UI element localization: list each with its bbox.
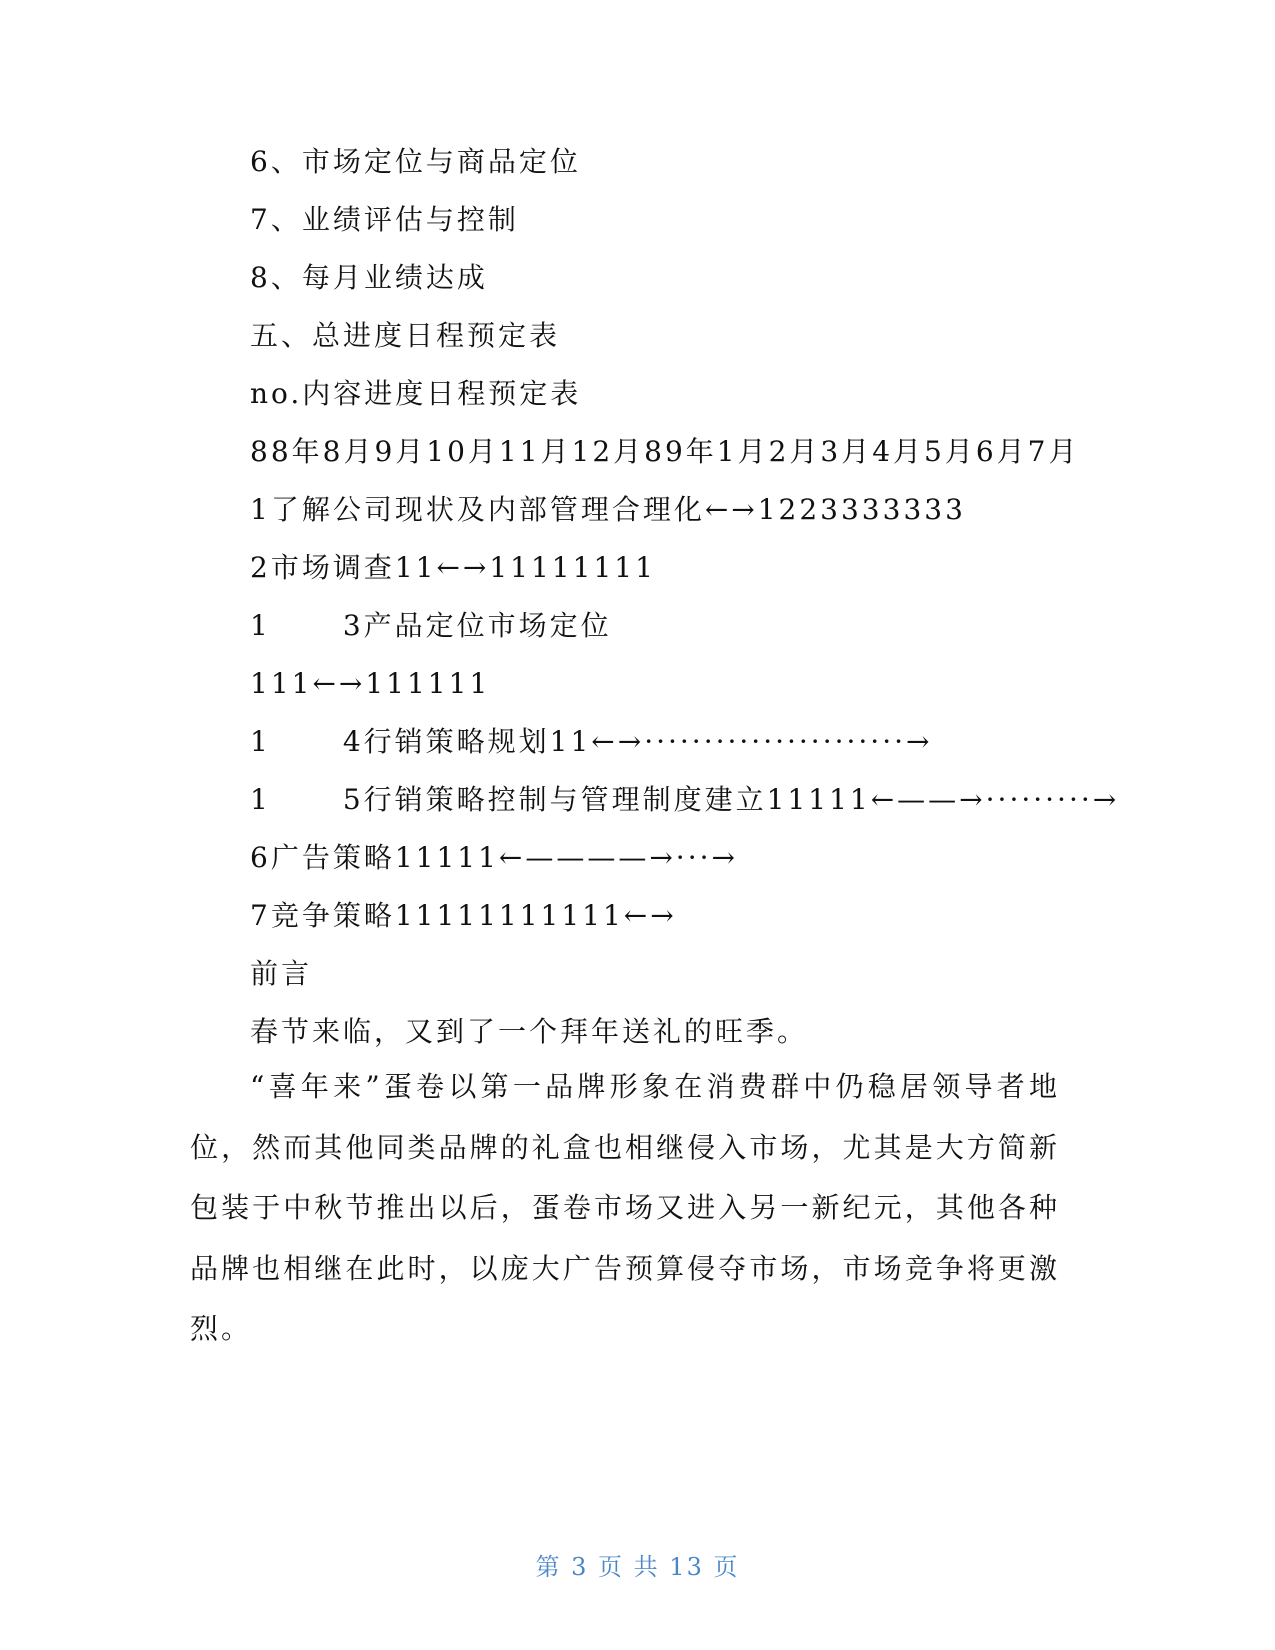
schedule-row	[250, 782, 1119, 818]
body-paragraph	[190, 1057, 1060, 1360]
schedule-row: 1了解公司现状及内部管理合理化←→1223333333	[250, 493, 966, 526]
page-footer: 第 3 页 共 13 页	[535, 1553, 740, 1581]
list-item: 6、市场定位与商品定位	[250, 145, 581, 178]
schedule-row: 111←→111111	[250, 667, 491, 700]
schedule-row: 6广告策略11111←————→···→	[250, 841, 738, 874]
row-text: 4行销策略规划11←→······················→	[342, 725, 933, 758]
table-heading: no.内容进度日程预定表	[250, 377, 582, 410]
list-item: 8、每月业绩达成	[250, 261, 488, 294]
schedule-row	[250, 724, 932, 760]
row-number: 1	[250, 725, 271, 758]
list-item: 7、业绩评估与控制	[250, 203, 519, 236]
row-number: 1	[250, 783, 271, 816]
paragraph-line: 春节来临，又到了一个拜年送礼的旺季。	[250, 1015, 809, 1048]
section-heading: 前言	[250, 957, 313, 990]
row-text: 5行销策略控制与管理制度建立11111←——→·········→	[342, 783, 1120, 816]
paragraph-text: “喜年来”蛋卷以第一品牌形象在消费群中仍稳居领导者地位，然而其他同类品牌的礼盒也相继侵入市场，尤其是大方简新包装于中秋节推出以后，蛋卷市场又进入另一新纪元，其他各种品牌也相继在此时，以庞大广告预算侵夺市场，市场竞争将更激烈。	[190, 1070, 1060, 1345]
row-number: 1	[250, 609, 271, 642]
schedule-row	[250, 608, 612, 644]
section-heading: 五、总进度日程预定表	[250, 319, 561, 352]
schedule-months-row: 88年8月9月10月11月12月89年1月2月3月4月5月6月7月	[250, 435, 1080, 468]
schedule-row: 2市场调查11←→11111111	[250, 551, 656, 584]
schedule-row: 7竞争策略11111111111←→	[250, 899, 677, 932]
row-text: 3产品定位市场定位	[342, 609, 612, 642]
